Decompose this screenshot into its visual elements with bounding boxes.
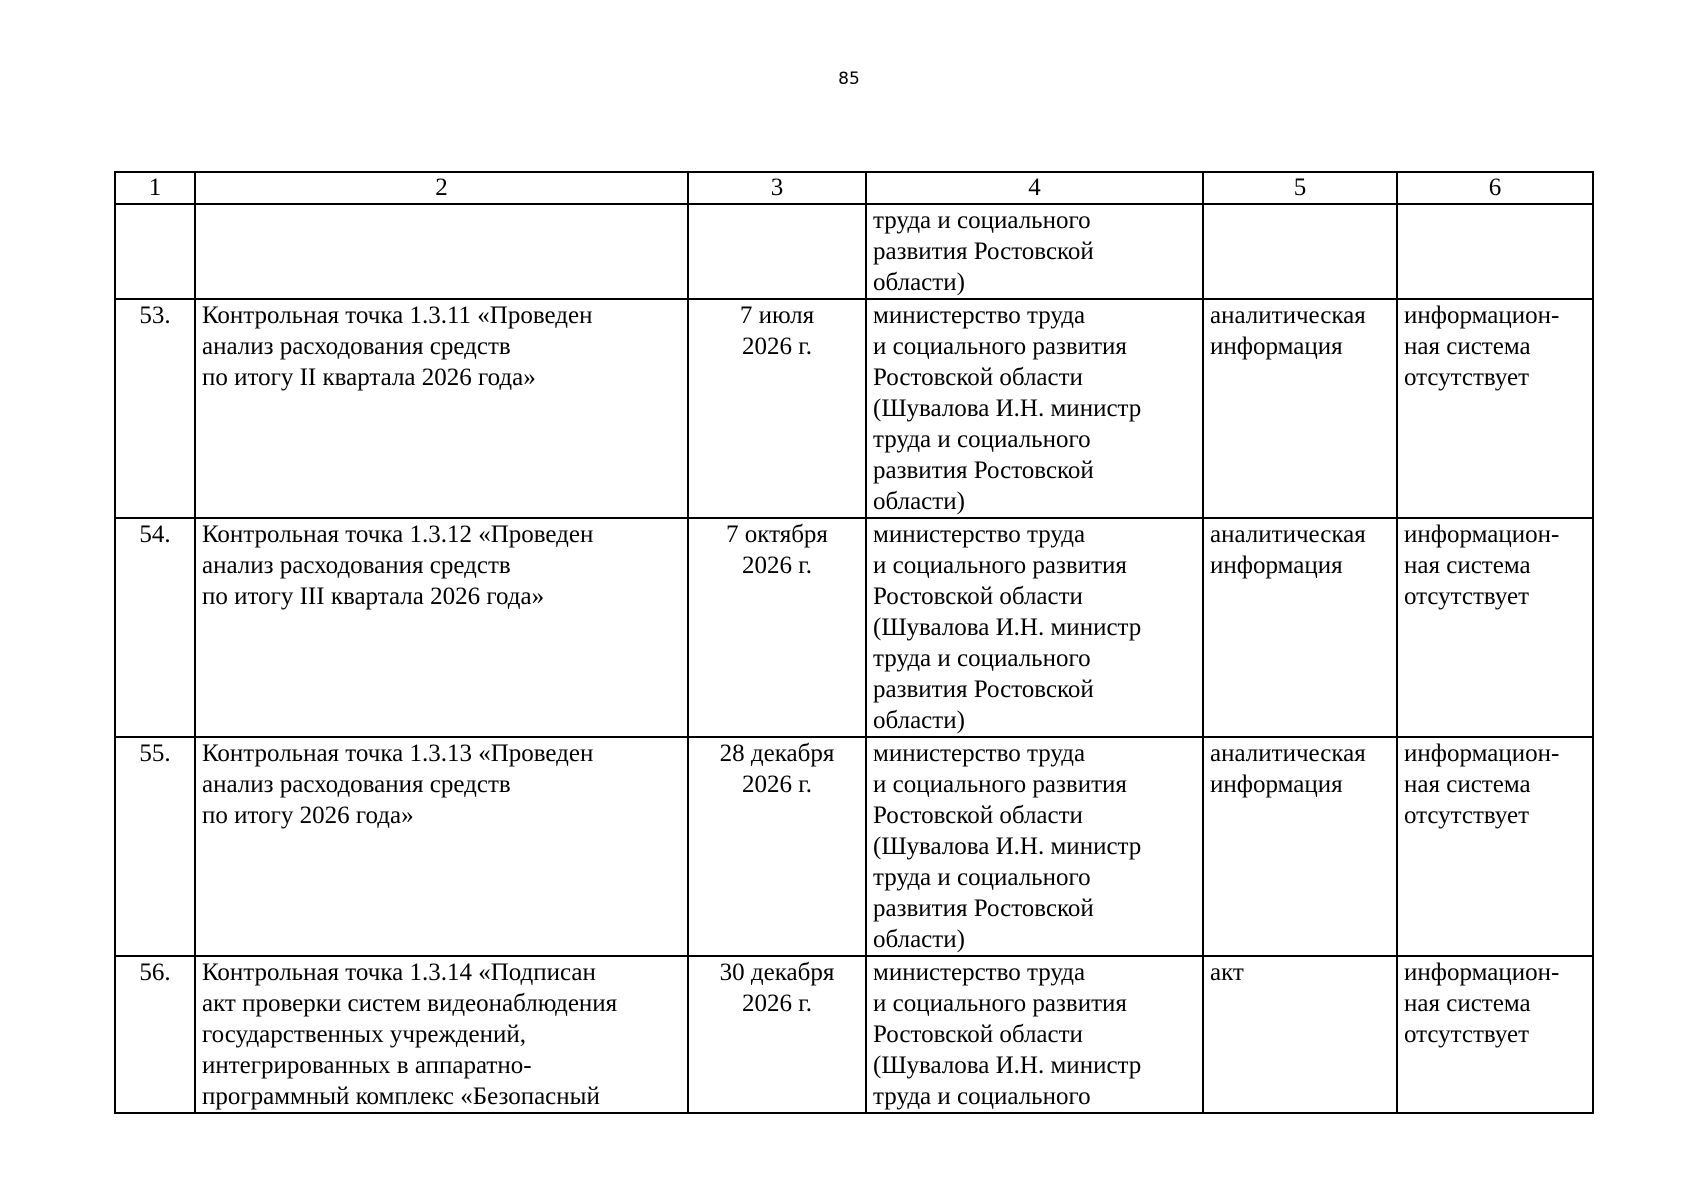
information-system-cell	[1397, 518, 1593, 737]
document-type-cell	[1203, 518, 1397, 737]
cell-text-line: информацион-	[1404, 521, 1560, 548]
cell-text-line: анализ расходования средств	[202, 552, 511, 579]
cell-text-line: развития Ростовской	[873, 895, 1094, 922]
cell-text-line: Контрольная точка 1.3.12 «Проведен	[202, 521, 594, 548]
column-header: 1	[115, 172, 195, 204]
cell-text-line: аналитическая	[1210, 302, 1366, 329]
information-system-cell	[1397, 299, 1593, 518]
row-number-cell: 56.	[115, 956, 195, 1113]
cell-text-line: 2026 г.	[742, 333, 812, 360]
control-point-name-cell	[195, 518, 688, 737]
cell-text-line: 2026 г.	[742, 552, 812, 579]
cell-text-line: Контрольная точка 1.3.13 «Проведен	[202, 740, 594, 767]
cell-text-line: (Шувалова И.Н. министр	[873, 395, 1142, 422]
cell-text-line: информацион-	[1404, 302, 1560, 329]
cell-text-line: ная система	[1404, 333, 1531, 360]
responsible-executor-cell	[866, 737, 1203, 956]
row-number-cell: 54.	[115, 518, 195, 737]
cell-text-line: (Шувалова И.Н. министр	[873, 833, 1142, 860]
cell-text-line: 2026 г.	[742, 771, 812, 798]
table-row	[115, 204, 1593, 299]
cell-text-line: информацион-	[1404, 740, 1560, 767]
cell-text-line: анализ расходования средств	[202, 333, 511, 360]
table-row	[115, 518, 1593, 737]
cell-text-line: отсутствует	[1404, 583, 1530, 610]
cell-text-line: аналитическая	[1210, 740, 1366, 767]
deadline-date-cell	[688, 956, 866, 1113]
cell-text-line: и социального развития	[873, 990, 1127, 1017]
cell-text-line: по итогу 2026 года»	[202, 802, 414, 829]
cell-text-line: информация	[1210, 771, 1343, 798]
cell-text-line: информацион-	[1404, 959, 1560, 986]
cell-text-line: развития Ростовской	[873, 676, 1094, 703]
cell-text-line: и социального развития	[873, 333, 1127, 360]
cell-text-line: ная система	[1404, 990, 1531, 1017]
cell-text-line: области)	[873, 269, 965, 296]
deadline-date-cell	[688, 299, 866, 518]
column-header: 4	[866, 172, 1203, 204]
responsible-executor-cell	[866, 204, 1203, 299]
cell-text-line: 7 октября	[726, 521, 828, 548]
cell-text-line: отсутствует	[1404, 802, 1530, 829]
cell-text-line: аналитическая	[1210, 521, 1366, 548]
deadline-date-cell	[688, 204, 866, 299]
information-system-cell	[1397, 204, 1593, 299]
table-row	[115, 737, 1593, 956]
control-points-table	[114, 171, 1594, 1114]
cell-text-line: акт проверки систем видеонаблюдения	[202, 990, 618, 1017]
table-row	[115, 956, 1593, 1113]
cell-text-line: развития Ростовской	[873, 457, 1094, 484]
cell-text-line: интегрированных в аппаратно-	[202, 1052, 532, 1079]
information-system-cell	[1397, 956, 1593, 1113]
cell-text-line: труда и социального	[873, 207, 1091, 234]
cell-text-line: 2026 г.	[742, 990, 812, 1017]
cell-text-line: отсутствует	[1404, 364, 1530, 391]
cell-text-line: Ростовской области	[873, 364, 1083, 391]
cell-text-line: развития Ростовской	[873, 238, 1094, 265]
row-number-cell: 55.	[115, 737, 195, 956]
column-header: 6	[1397, 172, 1593, 204]
page-number: 85	[838, 69, 860, 89]
control-point-name-cell	[195, 956, 688, 1113]
table-row	[115, 299, 1593, 518]
responsible-executor-cell	[866, 518, 1203, 737]
cell-text-line: программный комплекс «Безопасный	[202, 1083, 600, 1110]
control-point-name-cell	[195, 299, 688, 518]
cell-text-line: области)	[873, 488, 965, 515]
cell-text-line: 7 июля	[739, 302, 815, 329]
cell-text-line: труда и социального	[873, 864, 1091, 891]
column-header: 5	[1203, 172, 1397, 204]
cell-text-line: и социального развития	[873, 552, 1127, 579]
cell-text-line: анализ расходования средств	[202, 771, 511, 798]
information-system-cell	[1397, 737, 1593, 956]
cell-text-line: ная система	[1404, 552, 1531, 579]
control-point-name-cell	[195, 204, 688, 299]
column-header: 2	[195, 172, 688, 204]
cell-text-line: области)	[873, 707, 965, 734]
responsible-executor-cell	[866, 956, 1203, 1113]
cell-text-line: министерство труда	[873, 302, 1086, 329]
cell-text-line: министерство труда	[873, 959, 1086, 986]
cell-text-line: Ростовской области	[873, 802, 1083, 829]
cell-text-line: и социального развития	[873, 771, 1127, 798]
cell-text-line: ная система	[1404, 771, 1531, 798]
cell-text-line: труда и социального	[873, 1083, 1091, 1110]
row-number-cell: 53.	[115, 299, 195, 518]
table-header-row	[115, 172, 1593, 204]
cell-text-line: (Шувалова И.Н. министр	[873, 1052, 1142, 1079]
cell-text-line: акт	[1210, 959, 1244, 986]
deadline-date-cell	[688, 518, 866, 737]
cell-text-line: по итогу II квартала 2026 года»	[202, 364, 536, 391]
document-type-cell	[1203, 299, 1397, 518]
cell-text-line: Ростовской области	[873, 583, 1083, 610]
control-point-name-cell	[195, 737, 688, 956]
document-type-cell	[1203, 737, 1397, 956]
cell-text-line: информация	[1210, 333, 1343, 360]
cell-text-line: информация	[1210, 552, 1343, 579]
row-number-cell	[115, 204, 195, 299]
cell-text-line: министерство труда	[873, 521, 1086, 548]
cell-text-line: государственных учреждений,	[202, 1021, 526, 1048]
cell-text-line: Ростовской области	[873, 1021, 1083, 1048]
responsible-executor-cell	[866, 299, 1203, 518]
cell-text-line: (Шувалова И.Н. министр	[873, 614, 1142, 641]
cell-text-line: 28 декабря	[719, 740, 835, 767]
cell-text-line: труда и социального	[873, 645, 1091, 672]
document-type-cell	[1203, 204, 1397, 299]
cell-text-line: министерство труда	[873, 740, 1086, 767]
cell-text-line: Контрольная точка 1.3.14 «Подписан	[202, 959, 596, 986]
cell-text-line: по итогу III квартала 2026 года»	[202, 583, 545, 610]
document-type-cell	[1203, 956, 1397, 1113]
cell-text-line: Контрольная точка 1.3.11 «Проведен	[202, 302, 593, 329]
column-header: 3	[688, 172, 866, 204]
cell-text-line: 30 декабря	[719, 959, 835, 986]
cell-text-line: труда и социального	[873, 426, 1091, 453]
cell-text-line: отсутствует	[1404, 1021, 1530, 1048]
deadline-date-cell	[688, 737, 866, 956]
cell-text-line: области)	[873, 926, 965, 953]
